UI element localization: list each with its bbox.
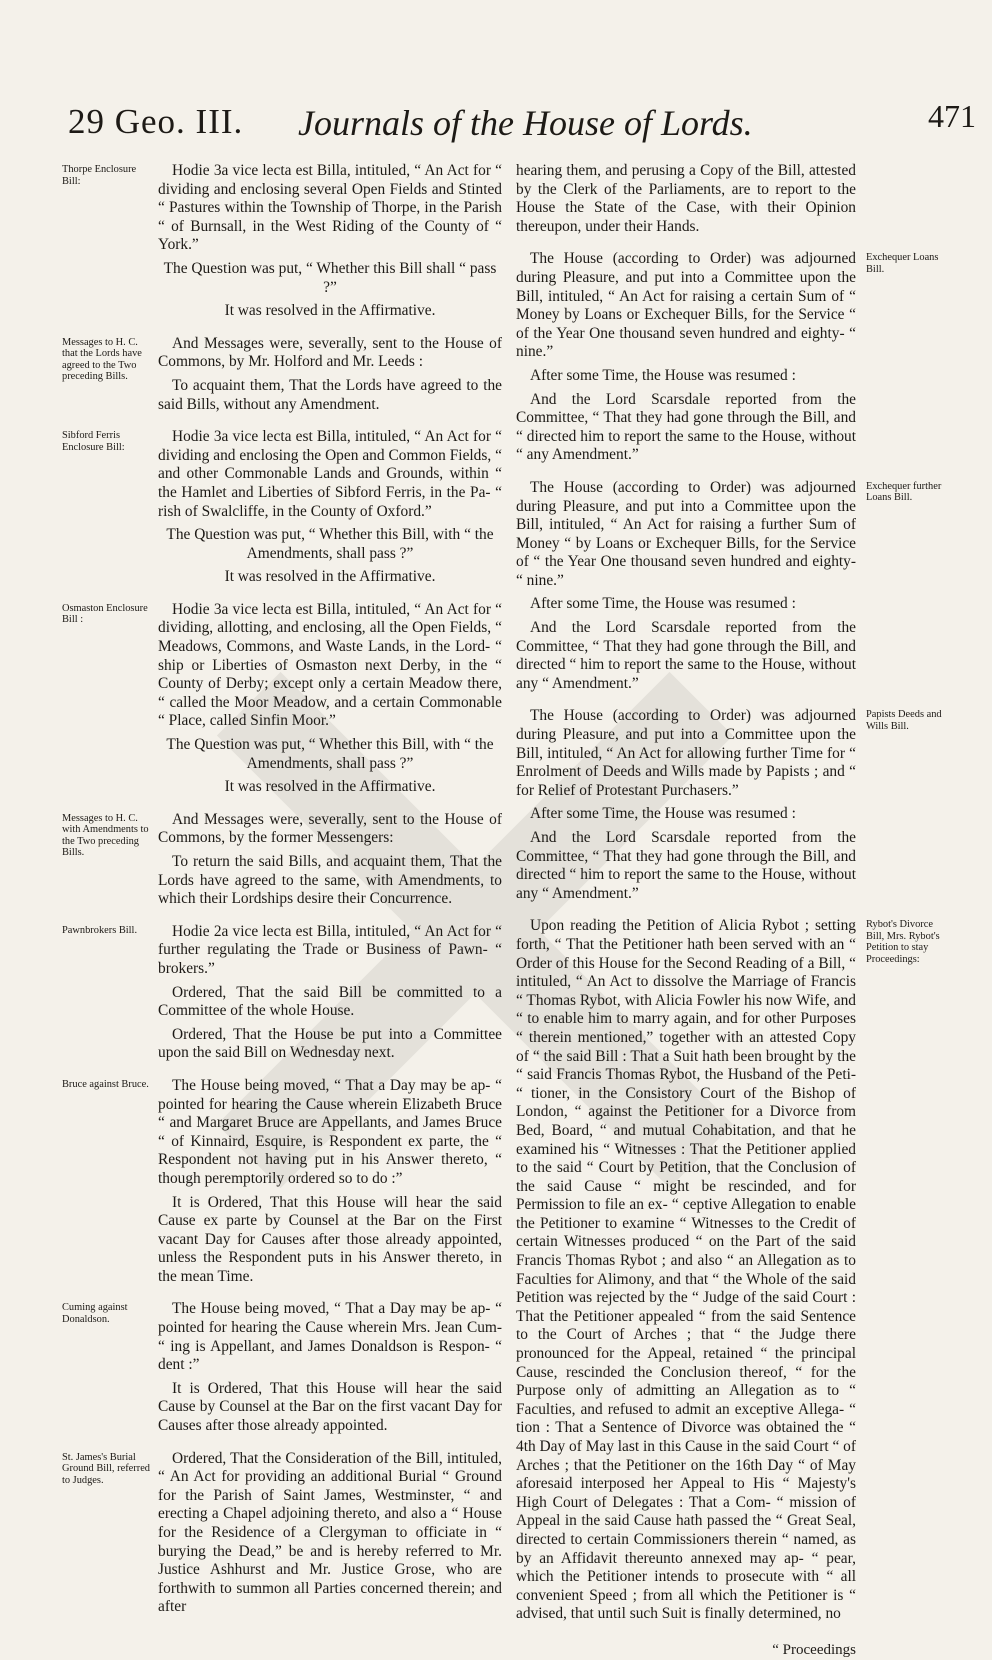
entry-paragraph: The House being moved, “ That a Day may be ap- “ pointed for hearing the Cause wherein Mrs. Jean Cum- “ ing is Appellant, and James Donaldson is Respon- “ dent :” [158,1300,502,1374]
entry-paragraph: The House (according to Order) was adjourned during Pleasure, and put into a Committee upon the Bill, intituled, “ An Act for raising a further Sum of Money “ by Loans or Exchequer Bills, for the Service of “ the Year One thousand seven hundred and eighty- “ nine.” [516,478,856,589]
journal-entry [62,1449,502,1617]
entry-paragraph: Upon reading the Petition of Alicia Rybot ; setting forth, “ That the Petitioner hath been served with an “ Order of this House for the Second Reading of a Bill, “ intituled, “ An Act to dissolve the Marriage of Francis “ Thomas Rybot, with Alicia Fowler his now Wife, and “ to enable him to marry again, and for other Purposes “ therein mentioned,” together with an attested Copy of “ the said Bill : That a Suit hath been brought by the “ said Francis Thomas Rybot, the Husband of the Peti- “ tioner, in the Consistory Court of the Bishop of London, “ against the Petitioner for a Divorce from Bed, Board, “ and mutual Cohabitation, and that he examined his “ Witnesses : That the Petitioner applied to the said “ Court by Petition, that the Conclusion of the said Cause “ might be rescinded, and for Permission to file an ex- “ ceptive Allegation to enable the Petitioner to examine “ Witnesses to the Credit of certain Witnesses produced “ on the Part of the said Francis Thomas Rybot ; and also “ an Allegation as to Faculties for Alimony, and that “ the Whole of the said Petition was rejected by the “ Judge of the said Court : That the Petitioner appealed “ from the said Sentence to the Court of Arches ; that “ the Judge there pronounced for the Appeal, retained “ the principal Cause, rescinded the Conclusion thereof, “ for the Purpose only of admitting an Allegation as to “ Faculties, and refused to admit an exceptive Allega- “ tion : That a Sentence of Divorce was obtained the “ 4th Day of May last in this Cause in the said Court “ of Arches ; that the Petitioner on the 16th Day “ of May aforesaid interposed her Appeal to His “ Majesty's High Court of Delegates : That a Com- “ mission of Appeal in the said Cause hath passed the “ Great Seal, directed to certain Commissioners therein “ named, as by an Affidavit thereunto annexed may ap- “ pear, which the Petitioner intends to prosecute with “ all convenient Speed ; from all which the Petitioner is “ advised, that until such Suit is finally determined, no [516,917,856,1623]
entry-paragraph: Hodie 3a vice lecta est Billa, intituled, “ An Act for “ dividing and enclosing the Open and Common Fields, “ and other Commonable Lands and Grounds, within “ the Hamlet and Liberties of Sibford Ferris, in the Pa- “ rish of Swalcliffe, in the County of Oxford.” [158,428,502,520]
left-column [62,162,502,1631]
journal-title: Journals of the House of Lords. [298,103,753,143]
margin-note: Pawnbrokers Bill. [62,924,138,936]
entry-paragraph: Hodie 2a vice lecta est Billa, intituled, “ An Act for “ further regulating the Trade or Business of Pawn- “ brokers.” [158,922,502,977]
page-header [0,0,992,150]
journal-entry [516,707,942,903]
journal-entry [62,810,502,909]
entry-paragraph: hearing them, and perusing a Copy of the Bill, attested by the Clerk of the Parliaments, are to report to the House the State of the Case, with their Opinion thereupon, under their Hands. [516,162,856,235]
entry-paragraph: The Question was put, “ Whether this Bill, with “ the Amendments, shall pass ?” [166,736,494,772]
journal-entry [62,1300,502,1435]
journal-entry [62,1076,502,1287]
entry-paragraph: To return the said Bills, and acquaint them, That the Lords have agreed to the same, with Amendments, to which their Lordships desire their Concurrence. [158,853,502,908]
entry-paragraph: Ordered, That the Consideration of the Bill, intituled, “ An Act for providing an additional Burial “ Ground for the Parish of Saint James, Westminster, “ and erecting a Chapel adjoining thereto, and also a “ House for the Residence of a Clergyman to officiate in “ burying the Dead,” be and is hereby referred to Mr. Justice Ashhurst and Mr. Justice Grose, who are forthwith to summon all Parties concerned therein; and after [158,1449,502,1616]
margin-note: St. James's Burial Ground Bill, referred to Judges. [62,1451,151,1486]
entry-paragraph: And Messages were, severally, sent to the House of Commons, by Mr. Holford and Mr. Leeds : [158,334,502,371]
margin-note: Rybot's Divorce Bill, Mrs. Rybot's Petition to stay Proceedings: [866,919,940,965]
journal-page [0,150,992,1659]
entry-paragraph: It is Ordered, That this House will hear the said Cause ex parte by Counsel at the Bar on the First vacant Day for Causes after those already appointed, unless the Respondent puts in his Answer thereto, in the mean Time. [158,1193,502,1285]
margin-note: Messages to H. C. with Amendments to the Two preceding Bills. [62,812,149,859]
entry-paragraph: And the Lord Scarsdale reported from the Committee, “ That they had gone through the Bill, and directed “ him to report the same to the House, without any “ Amendment.” [516,829,856,902]
journal-entry [62,162,502,321]
entry-paragraph: It was resolved in the Affirmative. [224,302,436,320]
entry-paragraph: And Messages were, severally, sent to the House of Commons, by the former Messengers: [158,810,502,847]
entry-paragraph: It was resolved in the Affirmative. [224,778,436,796]
journal-entry [516,162,856,236]
page-number: 471 [928,98,976,134]
catchword: “ Proceedings [772,1642,856,1659]
entry-paragraph: After some Time, the House was resumed : [530,366,796,384]
journal-entry [62,922,502,1063]
margin-note: Thorpe Enclosure Bill: [62,164,137,187]
entry-paragraph: The House (according to Order) was adjourned during Pleasure, and put into a Committee upon the Bill, intituled, “ An Act for raising a certain Sum of “ Money by Loans or Exchequer Bills, for the Service “ of the Year One thousand seven hundred and eighty- “ nine.” [516,250,856,361]
journal-entry [62,428,502,587]
entry-paragraph: The House being moved, “ That a Day may be ap- “ pointed for hearing the Cause wherein Elizabeth Bruce “ and Margaret Bruce are Appellants, and James Bruce “ of Kinnaird, Esquire, is Respondent ex parte, the “ Respondent not having put in his Answer thereto, “ though peremptorily ordered so to do :” [158,1076,502,1187]
entry-paragraph: Hodie 3a vice lecta est Billa, intituled, “ An Act for “ dividing and enclosing several Open Fields and Stinted “ Pastures within the Township of Thorpe, in the Parish “ of Burnsall, in the West Riding of the County of “ York.” [158,162,502,254]
journal-entry [516,250,939,465]
entry-paragraph: And the Lord Scarsdale reported from the Committee, “ That they had gone through the Bill, and directed “ him to report the same to the House, without any “ Amendment.” [516,619,856,692]
journal-entry [62,600,502,797]
entry-paragraph: Ordered, That the House be put into a Committee upon the said Bill on Wednesday next. [158,1025,502,1062]
margin-note: Sibford Ferris Enclosure Bill: [62,430,125,453]
entry-paragraph: The House (according to Order) was adjourned during Pleasure, and put into a Committee upon the Bill, intituled, “ An Act for allowing further Time for “ Enrolment of Deeds and Wills made by Papists ; and “ for Relief of Protestant Purchasers.” [516,707,856,799]
entry-paragraph: It is Ordered, That this House will hear the said Cause by Counsel at the Bar on the first vacant Day for Causes after those already appointed. [158,1379,502,1435]
margin-note: Cuming against Donaldson. [62,1302,128,1325]
right-column [516,162,942,1659]
margin-note: Exchequer Loans Bill. [866,252,939,275]
margin-note: Messages to H. C. that the Lords have agreed to the Two preceding Bills. [62,336,142,383]
entry-paragraph: To acquaint them, That the Lords have agreed to the said Bills, without any Amendment. [158,376,502,413]
entry-paragraph: The Question was put, “ Whether this Bill shall “ pass ?” [163,259,497,296]
margin-note: Osmaston Enclosure Bill : [62,602,148,626]
journal-entry [516,478,942,694]
entry-paragraph: Hodie 3a vice lecta est Billa, intituled, “ An Act for “ dividing, allotting, and enclosing, all the Open Fields, “ Meadows, Commons, and Waste Lands, in the Lord- “ ship or Liberties of Osmaston next Derby, in the “ County of Derby; except only a certain Meadow there, “ called the Moor Meadow, and a certain Commonable “ Place, called Sinfin Moor.” [158,600,502,730]
entry-paragraph: After some Time, the House was resumed : [530,595,796,613]
entry-paragraph: And the Lord Scarsdale reported from the Committee, “ That they had gone through the Bill, and “ directed him to report the same to the House, without “ any Amendment.” [516,390,856,464]
margin-note: Bruce against Bruce. [62,1078,149,1090]
journal-entry [516,917,940,1624]
margin-note: Exchequer further Loans Bill. [866,480,942,504]
entry-paragraph: Ordered, That the said Bill be committed to a Committee of the whole House. [158,983,502,1020]
regnal-year: 29 Geo. III. [68,102,244,141]
entry-paragraph: After some Time, the House was resumed : [530,805,796,823]
entry-paragraph: The Question was put, “ Whether this Bill, with “ the Amendments, shall pass ?” [166,526,494,562]
margin-note: Papists Deeds and Wills Bill. [866,709,942,732]
entry-paragraph: It was resolved in the Affirmative. [224,568,436,586]
journal-entry [62,334,502,414]
